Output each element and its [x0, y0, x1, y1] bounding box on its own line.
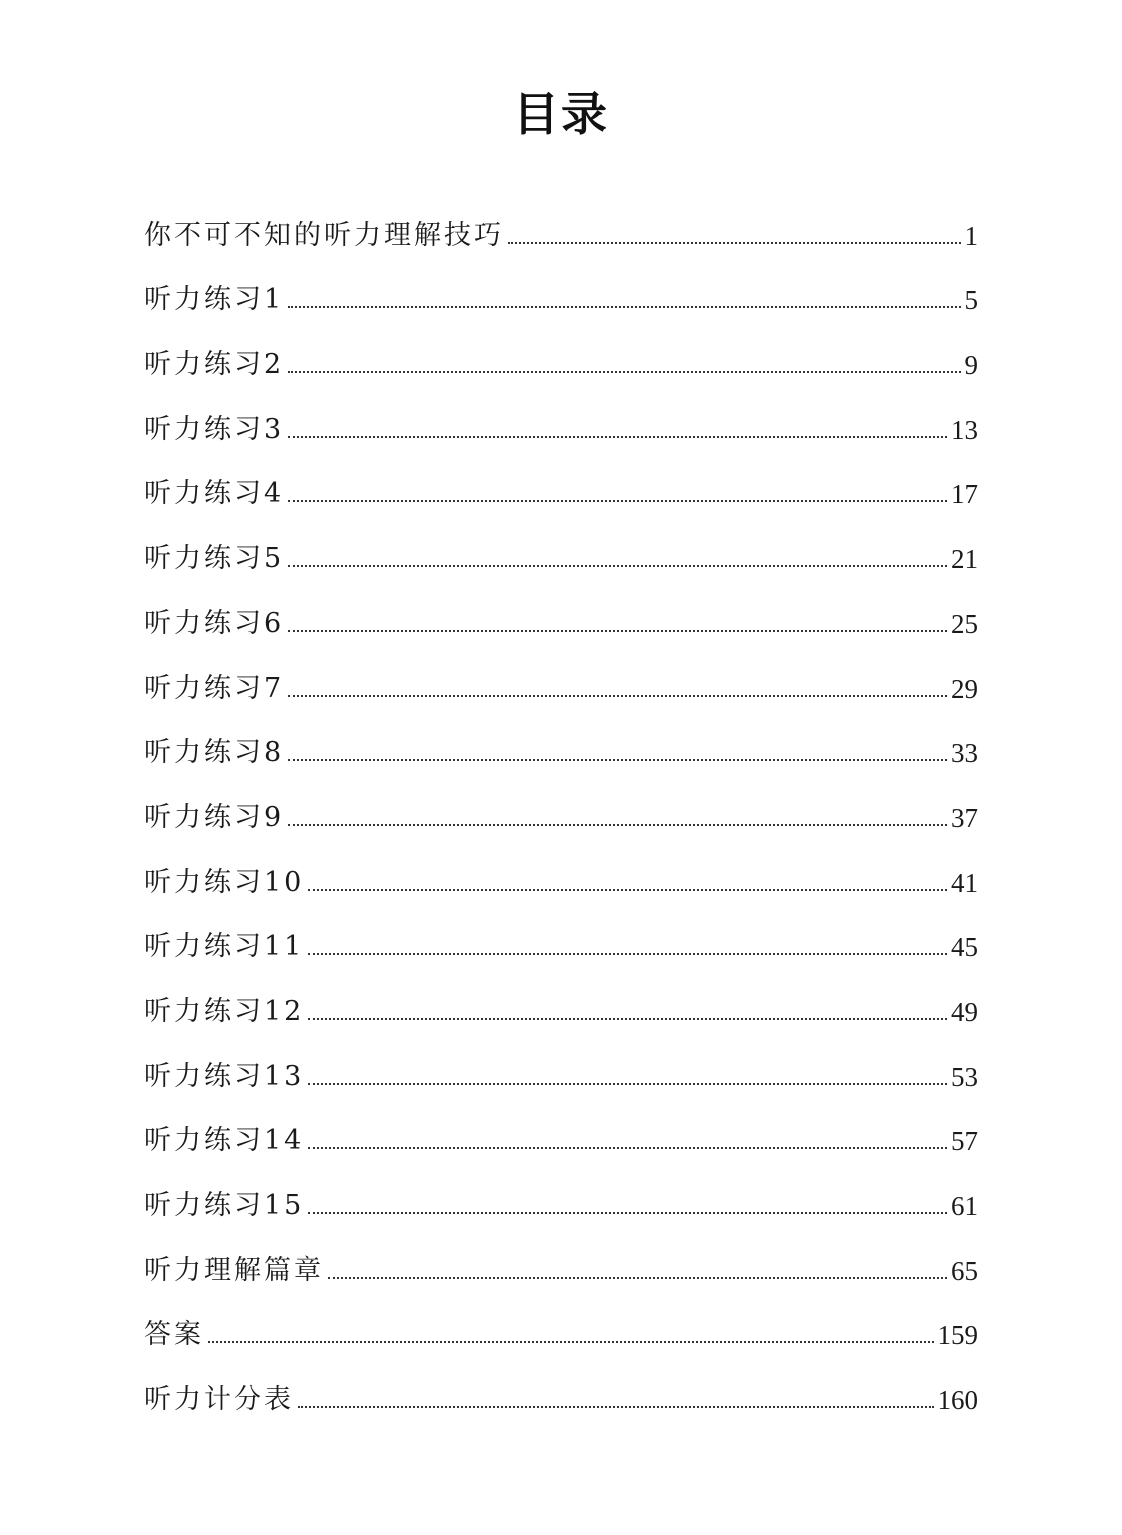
- toc-dot-leader: [328, 1277, 947, 1279]
- toc-entry-label: 听力计分表: [144, 1384, 294, 1416]
- toc-entry-label: 答案: [144, 1319, 204, 1351]
- toc-entry-page-number: 41: [951, 867, 978, 898]
- toc-entry-page-number: 5: [964, 285, 978, 316]
- toc-dot-leader: [308, 1147, 947, 1149]
- toc-entry[interactable]: [144, 1300, 978, 1365]
- toc-dot-leader: [308, 1083, 947, 1085]
- toc-entry-page-number: 159: [937, 1320, 978, 1351]
- toc-entry-label: 听力练习12: [144, 995, 305, 1027]
- toc-entry-page-number: 1: [964, 220, 978, 251]
- toc-entry[interactable]: [144, 588, 978, 653]
- toc-entry-label: 听力练习2: [144, 349, 285, 381]
- toc-dot-leader: [308, 953, 947, 955]
- toc-entry-label: 听力练习11: [144, 931, 305, 963]
- toc-entry[interactable]: [144, 1106, 978, 1171]
- toc-entry[interactable]: [144, 1235, 978, 1300]
- toc-entry-page-number: 25: [951, 608, 978, 639]
- toc-entry-label: 听力练习7: [144, 672, 285, 704]
- toc-entry-page-number: 57: [951, 1126, 978, 1157]
- toc-entry-label: 听力练习5: [144, 543, 285, 575]
- toc-entry-label: 听力练习14: [144, 1125, 305, 1157]
- toc-dot-leader: [288, 695, 947, 697]
- toc-dot-leader: [308, 889, 947, 891]
- toc-entry[interactable]: [144, 1170, 978, 1235]
- toc-entry[interactable]: [144, 847, 978, 912]
- toc-dot-leader: [288, 436, 947, 438]
- toc-entry-page-number: 9: [964, 350, 978, 381]
- toc-entry[interactable]: [144, 653, 978, 718]
- toc-entry-page-number: 45: [951, 932, 978, 963]
- toc-entry[interactable]: [144, 782, 978, 847]
- toc-entry[interactable]: [144, 459, 978, 524]
- toc-entry[interactable]: [144, 1041, 978, 1106]
- toc-dot-leader: [308, 1212, 947, 1214]
- toc-entry-page-number: 49: [951, 996, 978, 1027]
- toc-dot-leader: [288, 759, 947, 761]
- toc-entry-page-number: 65: [951, 1255, 978, 1286]
- toc-entry-page-number: 13: [951, 414, 978, 445]
- toc-dot-leader: [288, 630, 947, 632]
- toc-dot-leader: [208, 1341, 934, 1343]
- toc-dot-leader: [288, 371, 960, 373]
- toc-entry[interactable]: [144, 523, 978, 588]
- toc-entry-page-number: 160: [937, 1385, 978, 1416]
- toc-entry-label: 听力练习13: [144, 1060, 305, 1092]
- toc-dot-leader: [508, 242, 961, 244]
- toc-entry-page-number: 29: [951, 673, 978, 704]
- toc-entry[interactable]: [144, 912, 978, 977]
- toc-entry-label: 听力练习1: [144, 284, 285, 316]
- toc-entry-label: 听力理解篇章: [144, 1254, 324, 1286]
- toc-entry-page-number: 33: [951, 738, 978, 769]
- toc-entry-label: 听力练习4: [144, 478, 285, 510]
- toc-dot-leader: [308, 1018, 947, 1020]
- toc-entry[interactable]: [144, 976, 978, 1041]
- toc-entry-page-number: 17: [951, 479, 978, 510]
- table-of-contents: [144, 200, 978, 1429]
- toc-entry-page-number: 61: [951, 1191, 978, 1221]
- toc-entry-label: 听力练习9: [144, 801, 285, 833]
- toc-dot-leader: [288, 500, 947, 502]
- toc-entry-page-number: 37: [951, 802, 978, 833]
- toc-entry-label: 听力练习6: [144, 607, 285, 639]
- page-title: 目录: [513, 87, 609, 141]
- toc-dot-leader: [288, 565, 947, 567]
- toc-entry-label: 听力练习8: [144, 737, 285, 769]
- toc-dot-leader: [288, 306, 960, 308]
- toc-dot-leader: [288, 824, 947, 826]
- toc-entry[interactable]: [144, 1364, 978, 1429]
- toc-entry[interactable]: [144, 394, 978, 459]
- toc-entry-label: 听力练习3: [144, 413, 285, 445]
- toc-entry-label: 你不可不知的听力理解技巧: [144, 219, 504, 251]
- toc-dot-leader: [298, 1406, 934, 1408]
- toc-entry[interactable]: [144, 329, 978, 394]
- toc-entry-label: 听力练习10: [144, 866, 305, 898]
- toc-entry-page-number: 21: [951, 544, 978, 575]
- toc-entry[interactable]: [144, 265, 978, 330]
- toc-entry-page-number: 53: [951, 1061, 978, 1092]
- toc-entry-label: 听力练习15: [144, 1190, 305, 1221]
- toc-entry[interactable]: [144, 718, 978, 783]
- toc-entry[interactable]: [144, 200, 978, 265]
